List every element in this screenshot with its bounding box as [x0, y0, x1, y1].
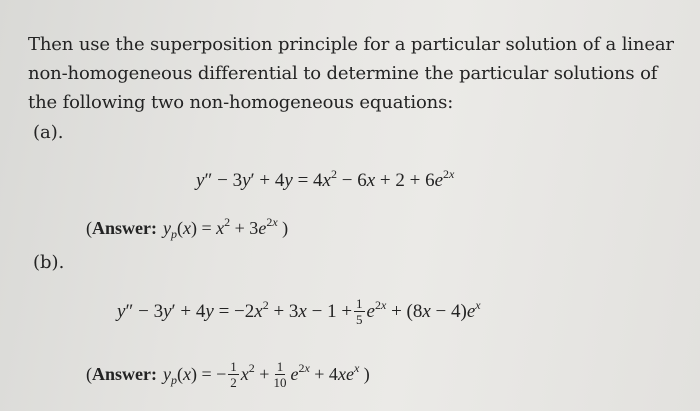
problem-statement: [28, 30, 678, 117]
fraction-one-fifth: $\frac{1}{5}$: [356, 296, 363, 327]
answer-b-label: Answer:: [92, 364, 157, 384]
statement-line-3: the following two non-homogeneous equations:: [28, 92, 454, 113]
statement-line-2: non-homogeneous differential to determine the particular solutions of: [28, 63, 658, 84]
answer-a: ( Answer: $y_p(x) = x^2 + 3e^{2x}$ ): [86, 215, 289, 241]
fraction-one-tenth: $\frac{1}{10}$: [273, 359, 287, 390]
part-b-label: (b).: [33, 252, 65, 273]
answer-a-label: Answer:: [92, 218, 157, 238]
equation-a: $y'' - 3y' + 4y = 4x^2 - 6x + 2 + 6e^{2x}$: [196, 167, 455, 191]
part-a-label: (a).: [33, 122, 64, 143]
answer-b: ( Answer: $y_p(x)$ = − $\frac{1}{2}$ $x^2$ + $\frac{1}{10}$ $e^{2x} + 4xe^x$ ): [86, 359, 370, 390]
statement-line-1: Then use the superposition principle for a particular solution of a linear: [28, 34, 674, 55]
fraction-one-half: $\frac{1}{2}$: [230, 359, 237, 390]
equation-b: $y'' - 3y' + 4y = -2x^2 + 3x - 1$ + $\frac{1}{5}$ $e^{2x} + (8x - 4)e^x$: [117, 296, 481, 327]
